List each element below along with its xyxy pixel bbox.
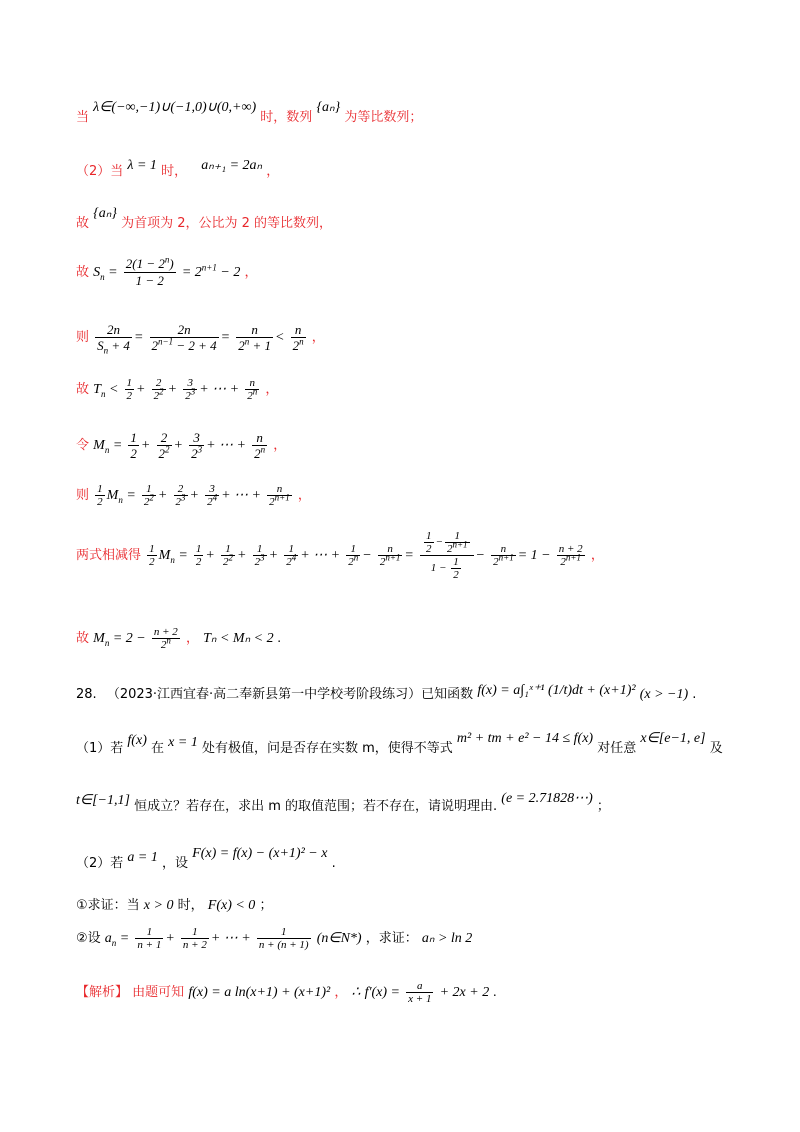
claim-1: ①求证：当 x > 0 时， F(x) < 0 ；	[76, 898, 273, 913]
sn-formula: $S_n$ = $\frac{2(1 - 2^n)}{1 - 2}$ = $2^{n+1} - 2$	[93, 254, 241, 288]
subtraction-result: $\frac{1}{2}$ $M_n$ = $\frac{1}{2}$ + $\frac{1}{2^2}$ + $\frac{1}{2^3}$ + $\frac{1}{2^4}$ + ⋯ + $\frac{1}{2^n}$ − $\frac{n}{2^{n+1}}$ = $\frac{1}{2}$ − $\frac{1}{2^{n+1}}$ 1 − $\frac{1}{2}$ − $\frac{n}{2^{n+1}}$ = 1 − $\frac{n + 2}{2^{n+1}}$	[149, 530, 583, 581]
solution-line: 【解析】 由题可知 f(x) = a ln(x+1) + (x+1)² ， ∴ f′(x) = $\frac{a}{x + 1}$ + 2x + 2 .	[76, 980, 497, 1005]
line-1: 当 λ∈(−∞,−1)∪(−1,0)∪(0,+∞) 时，数列 {aₙ} 为等比数列；	[76, 100, 423, 125]
line-5: 则 $\frac{2n}{S_n + 4}$ = $\frac{2n}{2^{n-1} - 2 + 4}$ = $\frac{n}{2^n + 1}$ < $\frac{n}{2^n}$ ，	[76, 322, 325, 356]
claim-2: ②设 $a_n$ = $\frac{1}{n + 1}$ + $\frac{1}{n + 2}$ + ⋯ + $\frac{1}{n + (n + 1)}$ (n∈N*) ，求证： aₙ > ln 2	[76, 926, 473, 951]
mn-closed-form: $M_n = 2$ − $\frac{n + 2}{2^n}$	[93, 626, 178, 651]
mn-definition: $M_n$ = $\frac{1}{2}$ + $\frac{2}{2^2}$ + $\frac{3}{2^3}$ + ⋯ + $\frac{n}{2^n}$	[93, 430, 266, 461]
derivative: f′(x) = $\frac{a}{x + 1}$ + 2x + 2	[364, 980, 490, 1005]
line-2: （2）当 λ = 1 时， aₙ₊₁ = 2aₙ ，	[76, 158, 280, 179]
half-mn: $\frac{1}{2}$ $M_n$ = $\frac{1}{2^2}$ + $\frac{2}{2^3}$ + $\frac{3}{2^4}$ + ⋯ + $\frac{n}{2^{n+1}}$	[97, 483, 290, 508]
lambda-set: λ∈(−∞,−1)∪(−1,0)∪(0,+∞)	[93, 100, 257, 115]
solution-tag: 【解析】	[76, 985, 129, 1000]
sequence-an: {aₙ}	[316, 100, 341, 115]
tn-bound: $T_n$ < $\frac{1}{2}$ + $\frac{2}{2^2}$ + $\frac{3}{2^3}$ + ⋯ + $\frac{n}{2^n}$	[93, 377, 258, 402]
ratio-inequality: $\frac{2n}{S_n + 4}$ = $\frac{2n}{2^{n-1} - 2 + 4}$ = $\frac{n}{2^n + 1}$ < $\frac{n}{2^n}$	[97, 322, 304, 356]
line-7: 令 $M_n$ = $\frac{1}{2}$ + $\frac{2}{2^2}$ + $\frac{3}{2^3}$ + ⋯ + $\frac{n}{2^n}$ ，	[76, 430, 287, 461]
line-8: 则 $\frac{1}{2}$ $M_n$ = $\frac{1}{2^2}$ + $\frac{2}{2^3}$ + $\frac{3}{2^4}$ + ⋯ + $\frac{n}{2^{n+1}}$ ，	[76, 483, 311, 508]
part-1-line-2: t∈[−1,1] 恒成立？若存在，求出 m 的取值范围；若不存在，请说明理由. (e = 2.71828⋯) ；	[76, 791, 610, 814]
function-definition: f(x) = a∫₁ˣ⁺¹ (1/t)dt + (x+1)²	[477, 683, 636, 698]
part-2-line: （2）若 a = 1 ，设 F(x) = f(x) − (x+1)² − x .	[76, 846, 336, 871]
problem-28-header: 28. （2023·江西宜春·高二奉新县第一中学校考阶段练习）已知函数 f(x) = a∫₁ˣ⁺¹ (1/t)dt + (x+1)² (x > −1) .	[76, 683, 697, 702]
line-10: 故 $M_n = 2$ − $\frac{n + 2}{2^n}$ ， Tₙ < Mₙ < 2 .	[76, 626, 282, 651]
line-3: 故 {aₙ} 为首项为 2，公比为 2 的等比数列，	[76, 206, 333, 231]
line-6: 故 $T_n$ < $\frac{1}{2}$ + $\frac{2}{2^2}$ + $\frac{3}{2^3}$ + ⋯ + $\frac{n}{2^n}$ ，	[76, 377, 279, 402]
line-9: 两式相减得 $\frac{1}{2}$ $M_n$ = $\frac{1}{2}$ + $\frac{1}{2^2}$ + $\frac{1}{2^3}$ + $\frac{1}{2^4}$ + ⋯ + $\frac{1}{2^n}$ − $\frac{n}{2^{n+1}}$ = $\frac{1}{2}$ − $\frac{1}{2^{n+1}}$ 1 − $\frac{1}{2}$ − $\frac{n}{2^{n+1}}$ = 1 − $\frac{n + 2}{2^{n+1}}$ ，	[76, 530, 604, 581]
line-4: 故 $S_n$ = $\frac{2(1 - 2^n)}{1 - 2}$ = $2^{n+1} - 2$ ，	[76, 254, 258, 288]
an-definition: $a_n$ = $\frac{1}{n + 1}$ + $\frac{1}{n + 2}$ + ⋯ + $\frac{1}{n + (n + 1)}$	[104, 926, 309, 951]
part-1-line-1: （1）若 f(x) 在 x = 1 处有极值，问是否存在实数 m，使得不等式 m² + tm + e² − 14 ≤ f(x) 对任意 x∈[e−1, e] 及	[76, 731, 723, 756]
